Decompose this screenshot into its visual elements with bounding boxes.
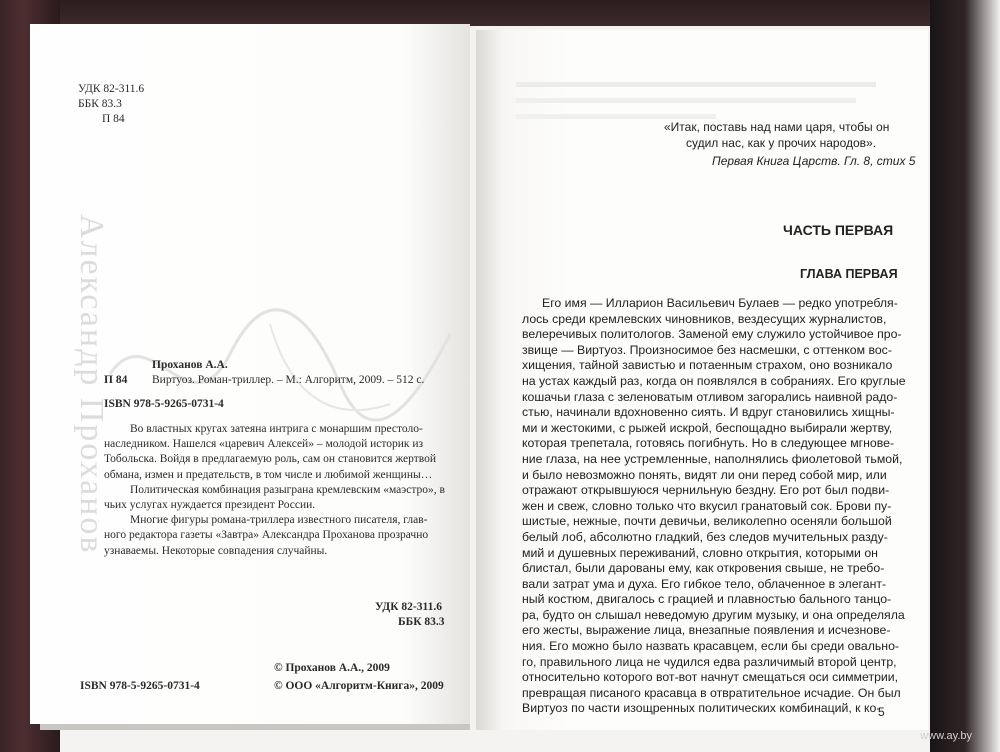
part-title: ЧАСТЬ ПЕРВАЯ <box>783 222 894 238</box>
epigraph-line-2: судил нас, как у прочих народов». <box>686 136 877 150</box>
body-line: относительно которого вот-вот начнут смещаться оси симметрии, <box>522 670 899 685</box>
body-line: лось среди кремлевских чиновников, вездесущих журналистов, <box>522 311 887 326</box>
annotation <box>104 422 450 559</box>
body-line: Его имя — Илларион Васильевич Булаев — редко употребля- <box>542 296 898 310</box>
body-line: хищения, тайной завистью и потаенным страхом, оно возникало <box>522 358 893 373</box>
body-line: белый лоб, абсолютно гладкий, без следов мучительных разду- <box>522 529 888 544</box>
body-line: и было невозможно понять, видят ли они перед собой мир, или <box>522 467 887 482</box>
body-line: ный костюм, двигалось с грацией и плавностью бального танцо- <box>522 592 892 607</box>
copyright-author: © Проханов А.А., 2009 <box>274 662 390 674</box>
annotation-line: обмана, измен и предательств, в том числе и любимой женщины… <box>104 468 433 481</box>
body-line: вали затрат ума и духа. Его гибкое тело, облаченное в элегант- <box>522 576 887 591</box>
watermark: www.ay.by <box>920 730 972 742</box>
annotation-line: Многие фигуры романа-триллера известного писателя, глав- <box>130 514 428 527</box>
isbn-bottom: ISBN 978-5-9265-0731-4 <box>80 680 200 692</box>
page-stack-edge <box>40 724 470 730</box>
left-page <box>30 24 470 724</box>
body-line: блистал, были дарованы ему, как откровения свыше, не требо- <box>522 561 885 576</box>
catalog-entry-text: Виртуоз. Роман-триллер. – М.: Алгоритм, 2009. – 512 с. <box>152 374 425 386</box>
bbk-code: ББК 83.3 <box>78 98 122 110</box>
epigraph-line-1: «Итак, поставь над нами царя, чтобы он <box>664 120 890 134</box>
body-line: жен и свеж, словно только что вкусил гранатовый сок. Брови пу- <box>522 498 892 513</box>
catalog-author: Проханов А.А. <box>152 359 228 371</box>
body-line: отражают открывшуюся чернильную бездну. Его рот был подви- <box>522 483 890 498</box>
body-line: его жесты, выражение лица, внезапные появления и исчезнове- <box>522 623 891 638</box>
body-line: звище — Виртуоз. Произносимое без насмешки, с оттенком вос- <box>522 342 892 357</box>
body-line: шистые, нежные, почти девичьи, великолепно осеняли большой <box>522 514 892 529</box>
body-line: ми и жестокими, с рыжей искрой, беспощадно выбирали жертву, <box>522 420 893 435</box>
annotation-line: чьих услугах нуждается президент России. <box>104 499 316 512</box>
body-line: стью, начинали вдохновенно сиять. И вдруг становились хищны- <box>522 405 895 420</box>
body-line: го, правильного лица не чудился едва различимый второй центр, <box>522 654 897 669</box>
right-page <box>476 30 928 730</box>
annotation-line: ного редактора газеты «Завтра» Александра Проханова прозрачно <box>104 529 429 542</box>
udk-code-bottom: УДК 82-311.6 <box>375 601 442 613</box>
body-line: велеречивых политологов. Заменой ему служило устойчивое про- <box>522 327 902 342</box>
isbn-top: ISBN 978-5-9265-0731-4 <box>104 398 224 410</box>
body-line: ра, будто он слышал неведомую другим музыку, и она определяла <box>522 607 905 622</box>
body-line: ние глаза, на нее устремленные, наполнялись фиолетовой тьмой, <box>522 451 903 466</box>
book-cover-top-edge <box>0 0 1000 26</box>
body-line: мий и душевных переживаний, словно открытия, которыми он <box>522 545 878 560</box>
page-number: 5 <box>878 705 885 719</box>
annotation-line: наследником. Нашелся «царевич Алексей» – молодой историк из <box>104 438 424 451</box>
author-mark: П 84 <box>102 113 125 125</box>
body-line: ния. Его можно было назвать красавцем, если бы среди овально- <box>522 639 900 654</box>
copyright-publisher: © ООО «Алгоритм-Книга», 2009 <box>274 680 444 692</box>
body-line: которая трепетала, готовясь погибнуть. Но в следующее мгнове- <box>522 436 895 451</box>
body-line: Виртуоз по части изощренных политических комбинаций, к ко- <box>522 701 881 716</box>
body-line: на устах каждый раз, когда он появлялся в собраниях. Его круглые <box>522 373 906 388</box>
chapter-title: ГЛАВА ПЕРВАЯ <box>800 267 898 281</box>
show-through-ghost-text: Александр Проханов <box>73 214 110 555</box>
annotation-line: Во властных кругах затеяна интрига с монаршим престоло- <box>130 423 423 435</box>
annotation-line: узнаваемы. Некоторые совпадения случайны. <box>104 544 328 557</box>
book-cover-right-edge <box>930 0 1000 752</box>
body-line: кошачьи глаза с зеленоватым отливом загорались наивной радо- <box>522 389 898 404</box>
catalog-entry-code: П 84 <box>104 374 128 386</box>
annotation-line: Тобольска. Войдя в предлагаемую роль, сам он становится жертвой <box>104 453 437 466</box>
epigraph-source: Первая Книга Царств. Гл. 8, стих 5 <box>712 154 916 168</box>
annotation-line: Политическая комбинация разыграна кремлевским «маэстро», в <box>130 483 445 496</box>
chapter-body <box>522 296 906 717</box>
body-line: превращая писаного красавца в отвратительное исчадие. Он был <box>522 685 901 700</box>
bbk-code-bottom: ББК 83.3 <box>398 616 445 628</box>
udk-code: УДК 82-311.6 <box>78 83 145 95</box>
